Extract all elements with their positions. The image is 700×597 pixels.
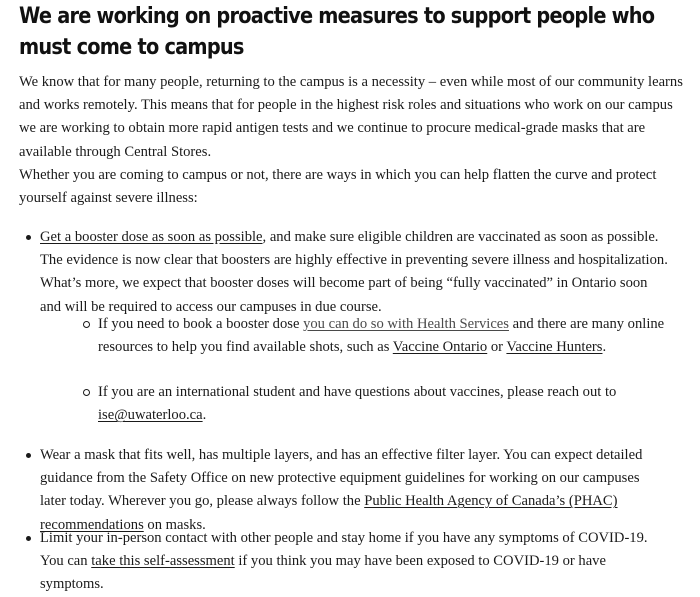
booster-link[interactable]: Get a booster dose as soon as possible (40, 229, 263, 245)
sub-bullet-book-booster: If you need to book a booster dose you can do so with Health Services and there are many online resources to help you find available shots, such as Vaccine Ontario or Vaccine Hunters. (98, 313, 668, 359)
section-heading: We are working on proactive measures to support people who must come to campus (19, 3, 655, 60)
lead-paragraph: Whether you are coming to campus or not, there are ways in which you can help flatten the curve and protect yourself against severe illness: (19, 167, 657, 207)
sub-bullet-circle (83, 389, 90, 396)
sub-bullet-international: If you are an international student and have questions about vaccines, please reach out to ise@uwaterloo.ca. (98, 381, 668, 427)
health-services-link[interactable]: you can do so with Health Services (303, 316, 509, 332)
intro-paragraph: We know that for many people, returning to the campus is a necessity – even while most of our community learns and works remotely. This means that for people in the highest risk roles and situations who work on our campus we are working to obtain more rapid antigen tests and we continue to procure medical-grade masks that are available through Central Stores. (19, 74, 683, 160)
bullet-dot (26, 235, 31, 240)
bullet-limit-contact: Limit your in-person contact with other people and stay home if you have any symptoms of COVID-19. You can take this self-assessment if you think you may have been exposed to COVID-19 or have symptoms. (40, 527, 668, 597)
bullet-dot (26, 536, 31, 541)
vaccine-ontario-link[interactable]: Vaccine Ontario (392, 339, 488, 356)
bullet-dot (26, 453, 31, 458)
ise-email-link[interactable]: ise@uwaterloo.ca (98, 407, 203, 424)
self-assessment-link[interactable]: take this self-assessment (91, 553, 235, 570)
vaccine-hunters-link[interactable]: Vaccine Hunters (506, 339, 603, 356)
article (19, 0, 687, 207)
sub-bullet-circle (83, 321, 90, 328)
bullet-mask: Wear a mask that fits well, has multiple layers, and has an effective filter layer. You can expect detailed guidance from the Safety Office on new protective equipment guidelines for working on our campuses later today. Wherever you go, please always follow the Public Health Agency of Canada’s (PHAC) recommendations on masks. (40, 444, 668, 537)
bullet-booster (40, 226, 668, 319)
phac-recommendations-link[interactable]: Public Health Agency of Canada’s (PHAC) recommendations (40, 493, 618, 533)
bullet-booster-text: , and make sure eligible children are vaccinated as soon as possible. The evidence is now clear that boosters are highly effective in preventing severe illness and hospitalization. What’s more, we expect that booster doses will become part of being “fully vaccinated” in Ontario soon and will be required to access our campuses in due course. (40, 229, 668, 315)
